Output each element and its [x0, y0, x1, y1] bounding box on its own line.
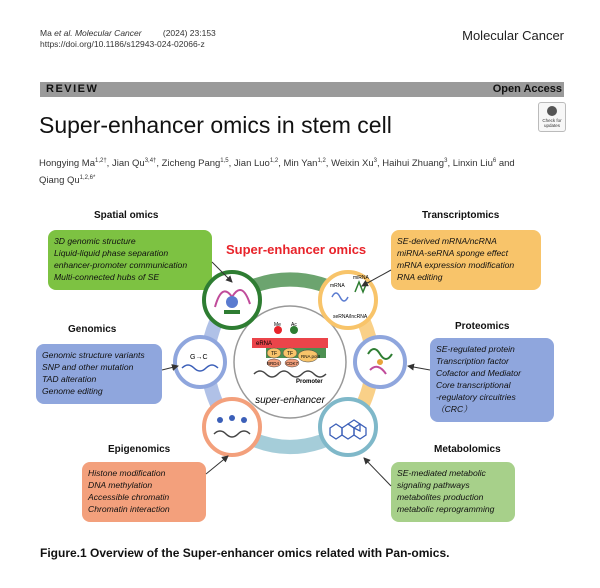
figure-center-title: Super-enhancer omics [226, 242, 367, 257]
brd4-label: BRD4 [267, 361, 280, 366]
mirna-label: miRNA [353, 275, 369, 281]
metabolomics-title: Metabolomics [434, 444, 501, 455]
figure-caption: Figure.1 Overview of the Super-enhancer omics related with Pan-omics. [40, 546, 450, 560]
genomics-box: Genomic structure variants SNP and other mutation TAD alteration Genome editing [36, 344, 162, 404]
arrow-transcript [362, 270, 391, 286]
transcriptomics-box: SE-derived mRNA/ncRNA miRNA-seRNA sponge effect mRNA expression modification RNA editing [391, 230, 541, 290]
citation-journal: Molecular Cancer [72, 28, 142, 38]
citation-authors: Ma [40, 28, 55, 38]
serna-label: seRNA/lncRNA [333, 314, 368, 320]
citation-volume: (2024) 23:153 [162, 28, 216, 38]
super-enhancer-label: super-enhancer [255, 395, 325, 406]
arrows-layer [0, 200, 600, 540]
badge-text [539, 118, 565, 128]
author[interactable]: Qiang $Qu^{1,2,6*}$ [39, 175, 96, 187]
author[interactable]: Jian $Qu^{3,4\dagger}$ [111, 158, 157, 170]
genomics-title: Genomics [68, 324, 117, 335]
author[interactable]: Weixin Xu$^3$ [331, 158, 378, 170]
check-for-updates-badge[interactable] [538, 102, 566, 132]
citation-etal: et al. [54, 28, 73, 38]
epigenomics-title: Epigenomics [108, 444, 171, 455]
metabolomics-box: SE-mediated metabolic signaling pathways metabolites production metabolic reprogramming [391, 462, 515, 522]
acetyl-label: Ac [291, 322, 297, 328]
citation-header [40, 28, 216, 50]
epigenomics-box: Histone modification DNA methylation Accessible chromatin Chromatin interaction [82, 462, 206, 522]
arrow-proteomics [408, 366, 430, 370]
tf-label: TF [287, 351, 294, 357]
author[interactable]: Haihui Zhuang$^3$ [382, 158, 448, 170]
author[interactable]: Zicheng Pang$^{1,5}$ [161, 158, 229, 170]
update-icon [547, 106, 557, 116]
badge-line2: updates [543, 123, 560, 128]
author[interactable]: Linxin Liu$^6$ [452, 158, 497, 170]
doi-link[interactable]: https://doi.org/10.1186/s12943-024-02066-z [40, 39, 205, 49]
author[interactable]: Min Yan$^{1,2}$ [283, 158, 326, 170]
spatial-omics-box: 3D genomic structure Liquid-liquid phase separation enhancer-promoter communication Multi-connected hubs of SE [48, 230, 212, 290]
author-list: Hongying $Ma^{1,2\dagger}$, Jian $Qu^{3,4\dagger}$, Zicheng Pang$^{1,5}$, Jian Luo$^{1,2}$, Min Yan$^{1,2}$, Weixin Xu$^3$, Haihui Zhuang$^3$, Linxin Liu$^6$ and Qiang $Qu^{1,2,6*}$ [39, 158, 515, 187]
figure [0, 200, 600, 540]
arrow-genomics [162, 366, 178, 370]
author[interactable]: Hongying $Ma^{1,2\dagger}$ [39, 158, 107, 170]
methyl-label: Me [274, 322, 281, 328]
proteomics-title: Proteomics [455, 321, 510, 332]
cdk7-label: CDK7 [286, 361, 299, 366]
transcriptomics-title: Transcriptomics [422, 210, 500, 221]
journal-name: Molecular Cancer [462, 28, 564, 43]
proteomics-box: SE-regulated protein Transcription factor Cofactor and Mediator Core transcriptional -regulatory circuitries （CRC） [430, 338, 554, 422]
promoter-label: Promoter [296, 379, 323, 385]
article-title: Super-enhancer omics in stem cell [39, 112, 392, 138]
erna-label: eRNA [256, 341, 273, 347]
arrow-metabolomics [364, 458, 391, 486]
article-type-label: REVIEW [46, 83, 99, 95]
arrow-spatial [212, 262, 232, 282]
mutation-glyph: G→C [190, 354, 208, 361]
tf-label: TF [271, 351, 278, 357]
article-type-bar [40, 82, 564, 97]
polii-label: RNA polII [301, 354, 321, 359]
author[interactable]: Jian Luo$^{1,2}$ [233, 158, 279, 170]
open-access-label: Open Access [492, 83, 562, 95]
spatial-omics-title: Spatial omics [94, 210, 159, 221]
badge-line1: Check for [542, 118, 562, 123]
arrow-epigenomics [206, 456, 228, 474]
mrna-label: mRNA [330, 283, 345, 289]
author-and: and [498, 158, 515, 170]
